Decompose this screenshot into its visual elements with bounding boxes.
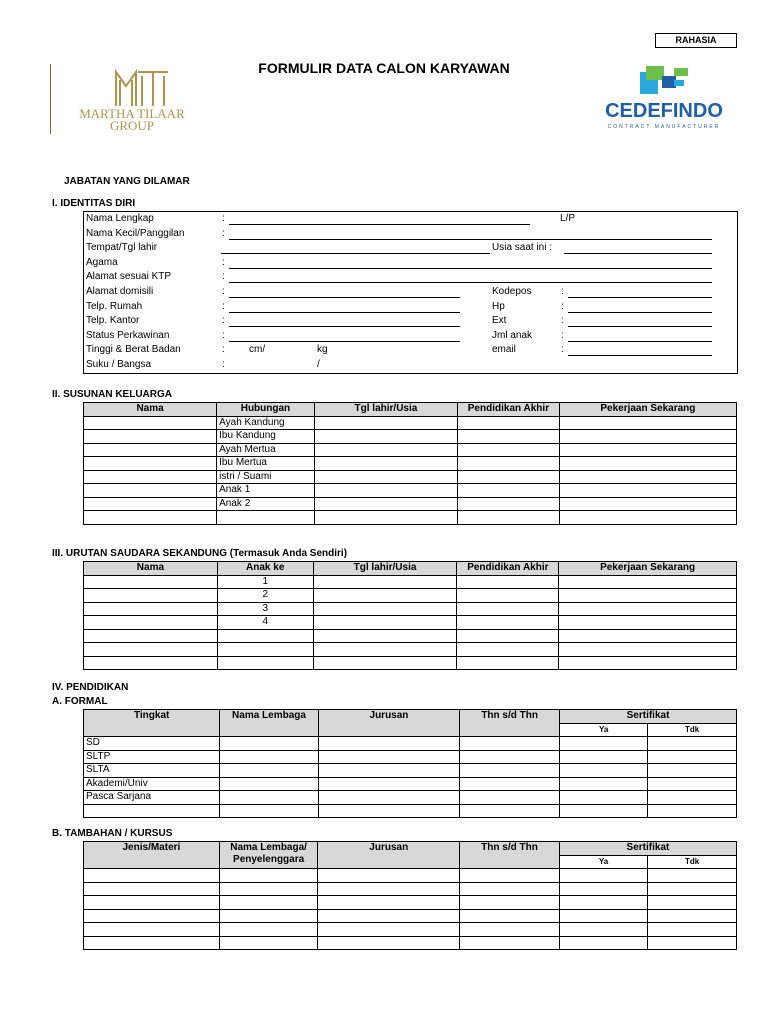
- formal-institution-cell[interactable]: [220, 764, 318, 778]
- sibling-order-cell: [217, 629, 313, 643]
- sibling-job-cell[interactable]: [559, 656, 737, 670]
- identity-colon: :: [561, 344, 564, 356]
- formal-institution-cell[interactable]: [220, 777, 318, 791]
- family-job-cell[interactable]: [559, 416, 736, 430]
- course-row: [84, 896, 737, 910]
- formal-certificate-header: Sertifikat: [560, 710, 737, 724]
- family-dob-cell[interactable]: [314, 443, 457, 457]
- formal-institution-cell[interactable]: [220, 750, 318, 764]
- sibling-name-cell[interactable]: [84, 656, 218, 670]
- formal-cert-no-cell[interactable]: [648, 804, 737, 818]
- identity-label: Tempat/Tgl lahir: [86, 242, 158, 254]
- formal-row: [84, 777, 737, 791]
- family-education-cell[interactable]: [458, 470, 560, 484]
- family-job-cell[interactable]: [559, 457, 736, 471]
- logo-right-tagline: CONTRACT MANUFACTURER: [607, 124, 721, 130]
- family-row: [84, 443, 737, 457]
- course-cert-no-cell[interactable]: [648, 936, 737, 950]
- formal-level-cell: SLTA: [84, 764, 220, 778]
- section-family-heading: II. SUSUNAN KELUARGA: [52, 389, 173, 400]
- identity-right-label: email: [492, 344, 516, 356]
- formal-row: [84, 750, 737, 764]
- family-row: [84, 511, 737, 525]
- family-name-cell[interactable]: [84, 443, 217, 457]
- family-name-cell[interactable]: [84, 430, 217, 444]
- siblings-column-header: Tgl lahir/Usia: [313, 562, 457, 576]
- sibling-job-cell[interactable]: [559, 643, 737, 657]
- height-unit: cm/: [249, 344, 266, 356]
- course-row: [84, 909, 737, 923]
- formal-years-cell[interactable]: [460, 777, 560, 791]
- identity-right-label: Ext: [492, 315, 507, 327]
- course-column-header-text: Jenis/Materi: [122, 842, 181, 853]
- formal-column-header: [220, 710, 318, 737]
- sibling-order-cell: 2: [217, 589, 313, 603]
- formal-education-table: [83, 709, 737, 818]
- course-heading: B. TAMBAHAN / KURSUS: [52, 828, 173, 839]
- formal-cert-yes-cell[interactable]: [560, 750, 648, 764]
- sibling-name-cell[interactable]: [84, 643, 218, 657]
- family-column-header: Pendidikan Akhir: [458, 403, 560, 417]
- family-row: [84, 484, 737, 498]
- section-education-heading: IV. PENDIDIKAN: [52, 682, 129, 693]
- identity-label: Alamat sesuai KTP: [86, 271, 172, 283]
- identity-right-label: Kodepos: [492, 286, 532, 297]
- course-column-header: [219, 842, 318, 869]
- course-cert-yes-cell[interactable]: [559, 936, 647, 950]
- formal-years-cell[interactable]: [460, 750, 560, 764]
- family-row: [84, 470, 737, 484]
- formal-row: [84, 764, 737, 778]
- formal-major-cell[interactable]: [318, 804, 460, 818]
- marital-status-field[interactable]: [229, 341, 460, 342]
- formal-column-header-text: Nama Lembaga: [232, 710, 306, 721]
- course-cert-no-cell[interactable]: [648, 896, 737, 910]
- family-relation-cell: Anak 2: [217, 497, 315, 511]
- identity-right-label: Hp: [492, 300, 505, 312]
- birth-field[interactable]: [221, 253, 490, 254]
- siblings-column-header: Pekerjaan Sekarang: [559, 562, 737, 576]
- section-identity-heading: I. IDENTITAS DIRI: [52, 198, 136, 209]
- course-major-cell[interactable]: [318, 869, 460, 883]
- course-cert-no-cell[interactable]: [648, 869, 737, 883]
- formal-institution-cell[interactable]: [220, 791, 318, 805]
- family-dob-cell[interactable]: [314, 430, 457, 444]
- sibling-order-cell: [217, 643, 313, 657]
- formal-major-cell[interactable]: [318, 750, 460, 764]
- formal-column-header-text: Jurusan: [369, 710, 409, 721]
- course-cert-no-cell[interactable]: [648, 909, 737, 923]
- family-education-cell[interactable]: [458, 511, 560, 525]
- formal-level-cell: SLTP: [84, 750, 220, 764]
- family-relation-cell: [217, 511, 315, 525]
- course-subject-cell[interactable]: [84, 923, 220, 937]
- course-certificate-sub: Tdk: [648, 855, 737, 869]
- formal-years-cell[interactable]: [460, 764, 560, 778]
- nickname-field[interactable]: [229, 239, 712, 240]
- family-relation-cell: istri / Suami: [217, 470, 315, 484]
- sibling-education-cell[interactable]: [457, 602, 559, 616]
- family-dob-cell[interactable]: [314, 470, 457, 484]
- formal-cert-no-cell[interactable]: [648, 750, 737, 764]
- sibling-dob-cell[interactable]: [313, 629, 457, 643]
- identity-colon: :: [222, 344, 225, 356]
- course-institution-cell[interactable]: [219, 909, 318, 923]
- course-row: [84, 923, 737, 937]
- sibling-dob-cell[interactable]: [313, 602, 457, 616]
- office-phone-field[interactable]: [229, 326, 460, 327]
- age-field[interactable]: [564, 253, 712, 254]
- family-job-cell[interactable]: [559, 484, 736, 498]
- siblings-table: [83, 561, 737, 670]
- formal-cert-no-cell[interactable]: [648, 777, 737, 791]
- course-cert-no-cell[interactable]: [648, 882, 737, 896]
- course-subject-cell[interactable]: [84, 869, 220, 883]
- formal-education-heading: A. FORMAL: [52, 696, 108, 707]
- formal-cert-no-cell[interactable]: [648, 737, 737, 751]
- family-column-header: Hubungan: [217, 403, 315, 417]
- family-education-cell[interactable]: [458, 443, 560, 457]
- formal-cert-yes-cell[interactable]: [560, 777, 648, 791]
- course-years-cell[interactable]: [460, 869, 560, 883]
- family-row: [84, 457, 737, 471]
- course-table: [83, 841, 737, 950]
- ethnicity-slash: /: [317, 359, 320, 370]
- sibling-order-cell: 1: [217, 575, 313, 589]
- sex-label: L/P: [560, 213, 576, 224]
- formal-level-cell: Akademi/Univ: [84, 777, 220, 791]
- identity-label: Tinggi & Berat Badan: [86, 344, 181, 356]
- course-years-cell[interactable]: [460, 909, 560, 923]
- course-subject-cell[interactable]: [84, 896, 220, 910]
- postcode-field[interactable]: [568, 297, 712, 298]
- family-relation-cell: Ayah Kandung: [217, 416, 315, 430]
- formal-level-cell: SD: [84, 737, 220, 751]
- sibling-row: [84, 575, 737, 589]
- family-name-cell[interactable]: [84, 416, 217, 430]
- course-cert-yes-cell[interactable]: [559, 869, 647, 883]
- sibling-dob-cell[interactable]: [313, 643, 457, 657]
- sibling-row: [84, 602, 737, 616]
- formal-institution-cell[interactable]: [220, 737, 318, 751]
- home-phone-field[interactable]: [229, 312, 460, 313]
- family-education-cell[interactable]: [458, 416, 560, 430]
- course-column-header: [318, 842, 460, 869]
- identity-colon: :: [222, 359, 225, 370]
- formal-institution-cell[interactable]: [220, 804, 318, 818]
- course-institution-cell[interactable]: [219, 869, 318, 883]
- family-education-cell[interactable]: [458, 430, 560, 444]
- mobile-field[interactable]: [568, 312, 712, 313]
- logo-left-line1: MARTHA TILAAR: [79, 106, 185, 121]
- family-table: [83, 402, 737, 525]
- identity-colon: :: [561, 300, 564, 312]
- formal-years-cell[interactable]: [460, 791, 560, 805]
- course-cert-yes-cell[interactable]: [559, 896, 647, 910]
- family-dob-cell[interactable]: [314, 457, 457, 471]
- logo-left-line2: GROUP: [109, 118, 155, 133]
- course-institution-cell[interactable]: [219, 936, 318, 950]
- formal-major-cell[interactable]: [318, 737, 460, 751]
- course-subject-cell[interactable]: [84, 882, 220, 896]
- course-years-cell[interactable]: [460, 896, 560, 910]
- identity-colon: :: [222, 286, 225, 297]
- position-applied-label: JABATAN YANG DILAMAR: [64, 176, 190, 187]
- identity-colon: :: [222, 256, 225, 268]
- formal-row: [84, 791, 737, 805]
- identity-label: Agama: [86, 256, 118, 268]
- sibling-job-cell[interactable]: [559, 589, 737, 603]
- siblings-column-header: Anak ke: [217, 562, 313, 576]
- course-certificate-sub: Ya: [559, 855, 647, 869]
- formal-cert-no-cell[interactable]: [648, 791, 737, 805]
- sibling-row: [84, 589, 737, 603]
- sibling-job-cell[interactable]: [559, 629, 737, 643]
- family-dob-cell[interactable]: [314, 484, 457, 498]
- formal-column-header-text: Tingkat: [133, 710, 170, 721]
- course-header-row: [84, 842, 737, 856]
- ext-field[interactable]: [568, 326, 712, 327]
- family-education-cell[interactable]: [458, 497, 560, 511]
- sibling-dob-cell[interactable]: [313, 575, 457, 589]
- formal-cert-yes-cell[interactable]: [560, 804, 648, 818]
- sibling-order-cell: 4: [217, 616, 313, 630]
- identity-colon: :: [222, 213, 225, 224]
- identity-right-label: Jml anak: [492, 329, 533, 341]
- identity-label: Status Perkawinan: [86, 329, 170, 341]
- sibling-row: [84, 629, 737, 643]
- formal-level-cell: Pasca Sarjana: [84, 791, 220, 805]
- family-education-cell[interactable]: [458, 484, 560, 498]
- course-major-cell[interactable]: [318, 909, 460, 923]
- family-dob-cell[interactable]: [314, 497, 457, 511]
- sibling-dob-cell[interactable]: [313, 589, 457, 603]
- course-major-cell[interactable]: [318, 923, 460, 937]
- identity-label: Telp. Kantor: [86, 315, 140, 327]
- family-dob-cell[interactable]: [314, 511, 457, 525]
- course-years-cell[interactable]: [460, 923, 560, 937]
- sibling-name-cell[interactable]: [84, 589, 218, 603]
- course-major-cell[interactable]: [318, 882, 460, 896]
- formal-level-cell: [84, 804, 220, 818]
- course-column-header-text: Jurusan: [369, 842, 409, 853]
- family-column-header: Tgl lahir/Usia: [314, 403, 457, 417]
- course-institution-cell[interactable]: [219, 882, 318, 896]
- course-column-header-text: Thn s/d Thn: [481, 842, 538, 853]
- family-job-cell[interactable]: [559, 430, 736, 444]
- identity-label: Nama Lengkap: [86, 213, 154, 224]
- domicile-field[interactable]: [229, 297, 460, 298]
- identity-colon: :: [222, 315, 225, 327]
- course-subject-cell[interactable]: [84, 936, 220, 950]
- course-cert-yes-cell[interactable]: [559, 909, 647, 923]
- course-column-header-text: Penyelenggara: [233, 854, 305, 865]
- family-education-cell[interactable]: [458, 457, 560, 471]
- section-siblings-heading: III. URUTAN SAUDARA SEKANDUNG (Termasuk Anda Sendiri): [52, 548, 348, 559]
- logo-right-name: CEDEFINDO: [605, 100, 723, 122]
- age-label: Usia saat ini :: [492, 242, 553, 254]
- course-row: [84, 869, 737, 883]
- formal-column-header-text: Thn s/d Thn: [481, 710, 538, 721]
- course-years-cell[interactable]: [460, 882, 560, 896]
- course-column-header: [460, 842, 560, 869]
- siblings-column-header: Pendidikan Akhir: [457, 562, 559, 576]
- email-field[interactable]: [568, 355, 712, 356]
- course-certificate-header: Sertifikat: [559, 842, 736, 856]
- formal-cert-yes-cell[interactable]: [560, 737, 648, 751]
- course-row: [84, 936, 737, 950]
- form-title: FORMULIR DATA CALON KARYAWAN: [258, 60, 510, 76]
- family-column-header: Nama: [84, 403, 217, 417]
- identity-label: Nama Kecil/Panggilan: [86, 227, 185, 239]
- identity-colon: :: [222, 227, 225, 239]
- identity-colon: :: [222, 329, 225, 341]
- cedefindo-mark-icon: [636, 64, 696, 100]
- course-cert-no-cell[interactable]: [648, 923, 737, 937]
- sibling-education-cell[interactable]: [457, 589, 559, 603]
- formal-cert-yes-cell[interactable]: [560, 791, 648, 805]
- siblings-column-header: Nama: [84, 562, 218, 576]
- sibling-job-cell[interactable]: [559, 575, 737, 589]
- course-major-cell[interactable]: [318, 936, 460, 950]
- family-name-cell[interactable]: [84, 484, 217, 498]
- course-institution-cell[interactable]: [219, 923, 318, 937]
- family-row: [84, 430, 737, 444]
- family-relation-cell: Ibu Mertua: [217, 457, 315, 471]
- formal-column-header: [84, 710, 220, 737]
- confidential-label: RAHASIA: [655, 33, 737, 48]
- family-name-cell[interactable]: [84, 511, 217, 525]
- sibling-education-cell[interactable]: [457, 616, 559, 630]
- sibling-name-cell[interactable]: [84, 575, 218, 589]
- course-cert-yes-cell[interactable]: [559, 882, 647, 896]
- course-row: [84, 882, 737, 896]
- family-name-cell[interactable]: [84, 470, 217, 484]
- formal-cert-no-cell[interactable]: [648, 764, 737, 778]
- formal-major-cell[interactable]: [318, 777, 460, 791]
- identity-colon: :: [561, 315, 564, 327]
- sibling-order-cell: 3: [217, 602, 313, 616]
- siblings-header-row: [84, 562, 737, 576]
- formal-major-cell[interactable]: [318, 791, 460, 805]
- children-count-field[interactable]: [568, 341, 712, 342]
- sibling-education-cell[interactable]: [457, 575, 559, 589]
- course-column-header: [84, 842, 220, 869]
- course-institution-cell[interactable]: [219, 896, 318, 910]
- formal-years-cell[interactable]: [460, 737, 560, 751]
- formal-cert-yes-cell[interactable]: [560, 764, 648, 778]
- cedefindo-logo: [592, 60, 736, 134]
- formal-certificate-sub: Ya: [560, 723, 648, 737]
- formal-years-cell[interactable]: [460, 804, 560, 818]
- family-job-cell[interactable]: [559, 470, 736, 484]
- family-relation-cell: Anak 1: [217, 484, 315, 498]
- weight-unit: kg: [317, 344, 328, 356]
- formal-row: [84, 737, 737, 751]
- family-column-header: Pekerjaan Sekarang: [559, 403, 736, 417]
- family-dob-cell[interactable]: [314, 416, 457, 430]
- formal-certificate-sub: Tdk: [648, 723, 737, 737]
- family-row: [84, 416, 737, 430]
- sibling-order-cell: [217, 656, 313, 670]
- sibling-row: [84, 643, 737, 657]
- course-cert-yes-cell[interactable]: [559, 923, 647, 937]
- family-job-cell[interactable]: [559, 443, 736, 457]
- sibling-job-cell[interactable]: [559, 602, 737, 616]
- family-header-row: [84, 403, 737, 417]
- family-relation-cell: Ibu Kandung: [217, 430, 315, 444]
- sibling-name-cell[interactable]: [84, 629, 218, 643]
- identity-label: Telp. Rumah: [86, 300, 143, 312]
- sibling-job-cell[interactable]: [559, 616, 737, 630]
- sibling-name-cell[interactable]: [84, 616, 218, 630]
- course-column-header-text: Nama Lembaga/: [230, 842, 307, 853]
- sibling-dob-cell[interactable]: [313, 616, 457, 630]
- martha-tilaar-logo: [48, 62, 208, 136]
- identity-label: Alamat domisili: [86, 286, 154, 297]
- mt-monogram-icon: [86, 66, 186, 108]
- family-row: [84, 497, 737, 511]
- formal-header-row: [84, 710, 737, 724]
- sibling-education-cell[interactable]: [457, 643, 559, 657]
- identity-colon: :: [561, 329, 564, 341]
- sibling-education-cell[interactable]: [457, 656, 559, 670]
- identity-colon: :: [222, 271, 225, 283]
- sibling-dob-cell[interactable]: [313, 656, 457, 670]
- formal-column-header: [460, 710, 560, 737]
- full-name-field[interactable]: [229, 224, 530, 225]
- course-major-cell[interactable]: [318, 896, 460, 910]
- formal-column-header: [318, 710, 460, 737]
- formal-major-cell[interactable]: [318, 764, 460, 778]
- sibling-education-cell[interactable]: [457, 629, 559, 643]
- family-job-cell[interactable]: [559, 511, 736, 525]
- sibling-row: [84, 656, 737, 670]
- sibling-name-cell[interactable]: [84, 602, 218, 616]
- identity-colon: :: [222, 300, 225, 312]
- family-name-cell[interactable]: [84, 497, 217, 511]
- sibling-row: [84, 616, 737, 630]
- family-job-cell[interactable]: [559, 497, 736, 511]
- identity-colon: :: [561, 286, 564, 297]
- course-years-cell[interactable]: [460, 936, 560, 950]
- course-subject-cell[interactable]: [84, 909, 220, 923]
- ktp-address-field[interactable]: [229, 282, 712, 283]
- family-name-cell[interactable]: [84, 457, 217, 471]
- family-relation-cell: Ayah Mertua: [217, 443, 315, 457]
- formal-row: [84, 804, 737, 818]
- identity-label: Suku / Bangsa: [86, 359, 152, 370]
- religion-field[interactable]: [229, 268, 712, 269]
